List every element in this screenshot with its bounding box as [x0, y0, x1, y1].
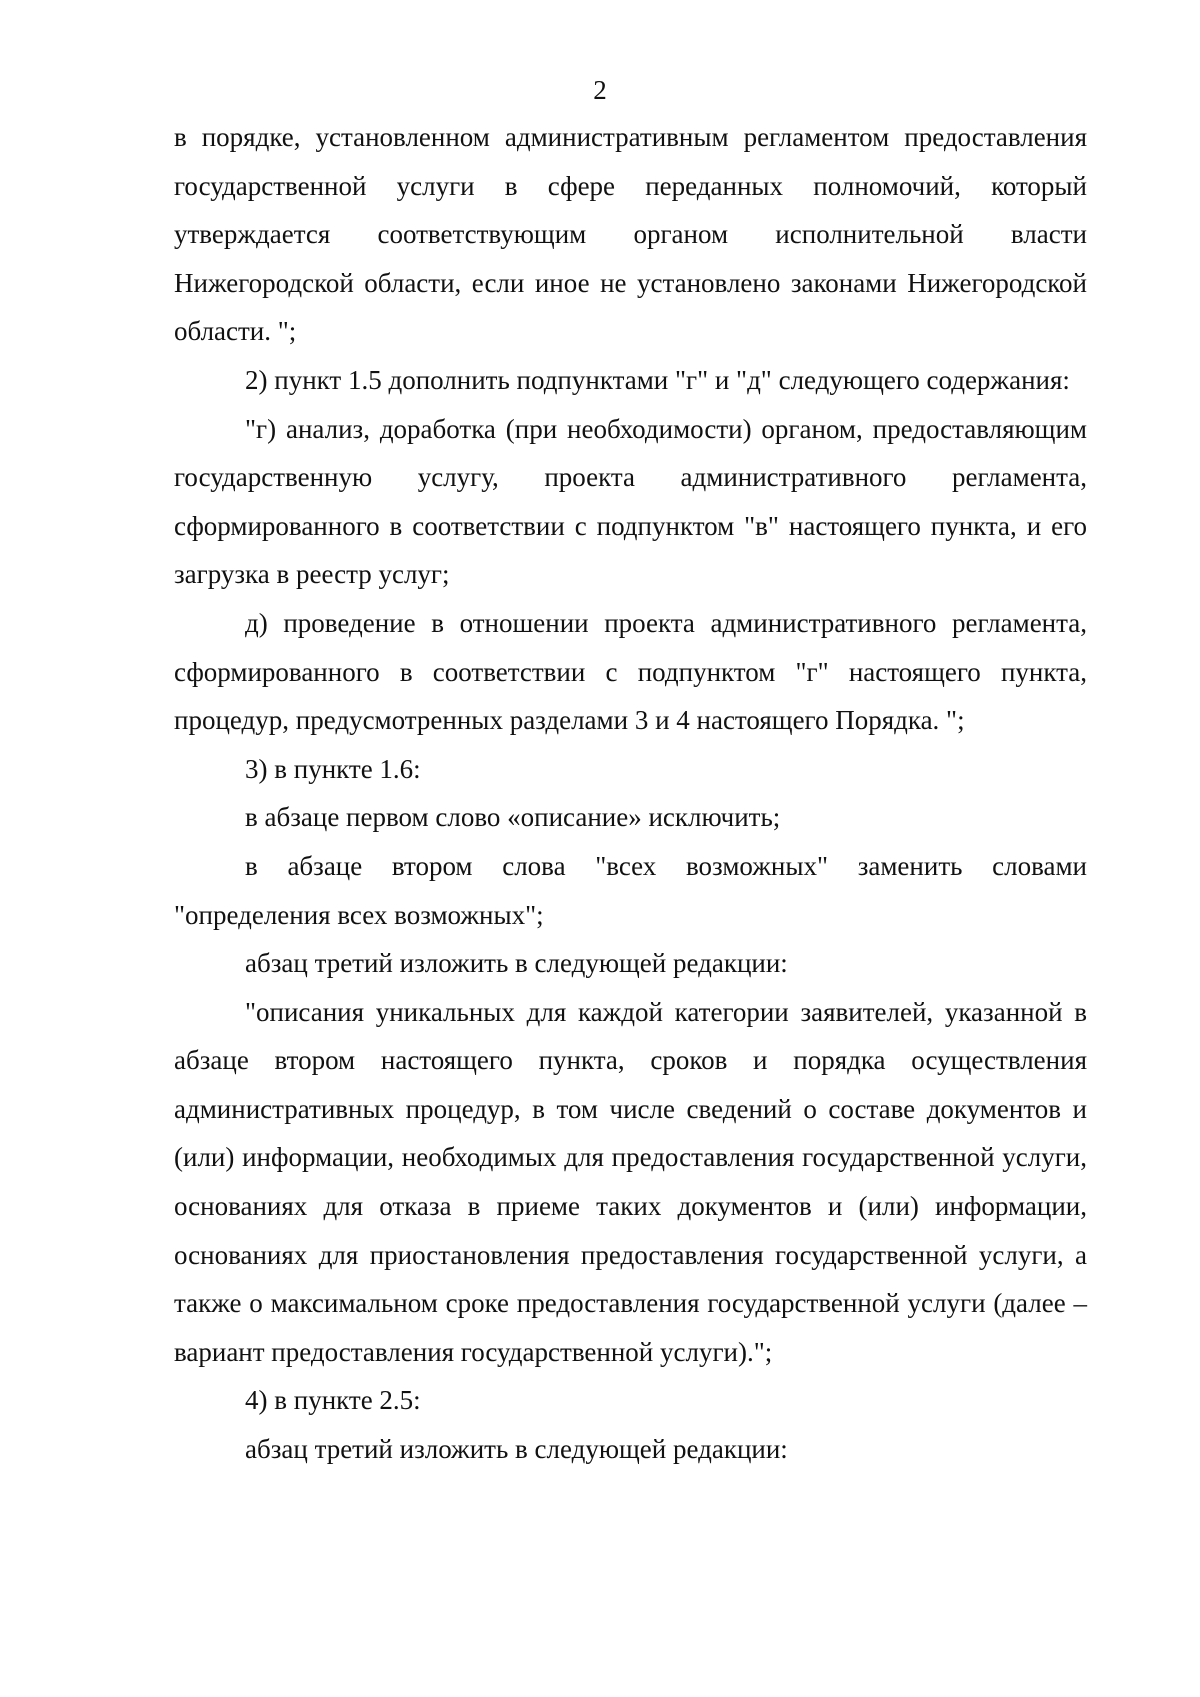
paragraph-item-4-abzac-3: абзац третий изложить в следующей редакции: [245, 1434, 788, 1465]
paragraph-abzac-1: в абзаце первом слово «описание» исключить; [245, 802, 781, 833]
paragraph-subitem-g: "г) анализ, доработка (при необходимости) органом, предоставляющим государственную услугу, проекта административного регламента, сформированного в соответствии с подпунктом "в" настоящего пункта, и его загрузка в реестр услуг; [174, 413, 1087, 590]
paragraph-item-4: 4) в пункте 2.5: [245, 1385, 421, 1416]
document-body [174, 113, 1087, 1474]
paragraph-item-3: 3) в пункте 1.6: [245, 753, 421, 784]
paragraph-continuation: в порядке, установленном административным регламентом предоставления государственной услуги в сфере переданных полномочий, который утверждается соответствующим органом исполнительной власти Нижегородской области, если иное не установлено законами Нижегородской области. "; [174, 122, 1087, 347]
paragraph-abzac-3-text: "описания уникальных для каждой категории заявителей, указанной в абзаце втором настоящего пункта, сроков и порядка осуществления административных процедур, в том числе сведений о составе документов и (или) информации, необходимых для предоставления государственной услуги, основаниях для отказа в приеме таких документов и (или) информации, основаниях для приостановления предоставления государственной услуги, а также о максимальном сроке предоставления государственной услуги (далее – вариант предоставления государственной услуги)."; [174, 996, 1087, 1367]
page-number: 2 [593, 75, 607, 105]
paragraph-abzac-2: в абзаце втором слова "всех возможных" заменить словами "определения всех возможных"; [174, 850, 1087, 930]
paragraph-subitem-d: д) проведение в отношении проекта административного регламента, сформированного в соответствии с подпунктом "г" настоящего пункта, процедур, предусмотренных разделами 3 и 4 настоящего Порядка. "; [174, 607, 1087, 736]
paragraph-abzac-3-intro: абзац третий изложить в следующей редакции: [245, 948, 788, 979]
paragraph-item-2: 2) пункт 1.5 дополнить подпунктами "г" и "д" следующего содержания: [245, 364, 1070, 395]
